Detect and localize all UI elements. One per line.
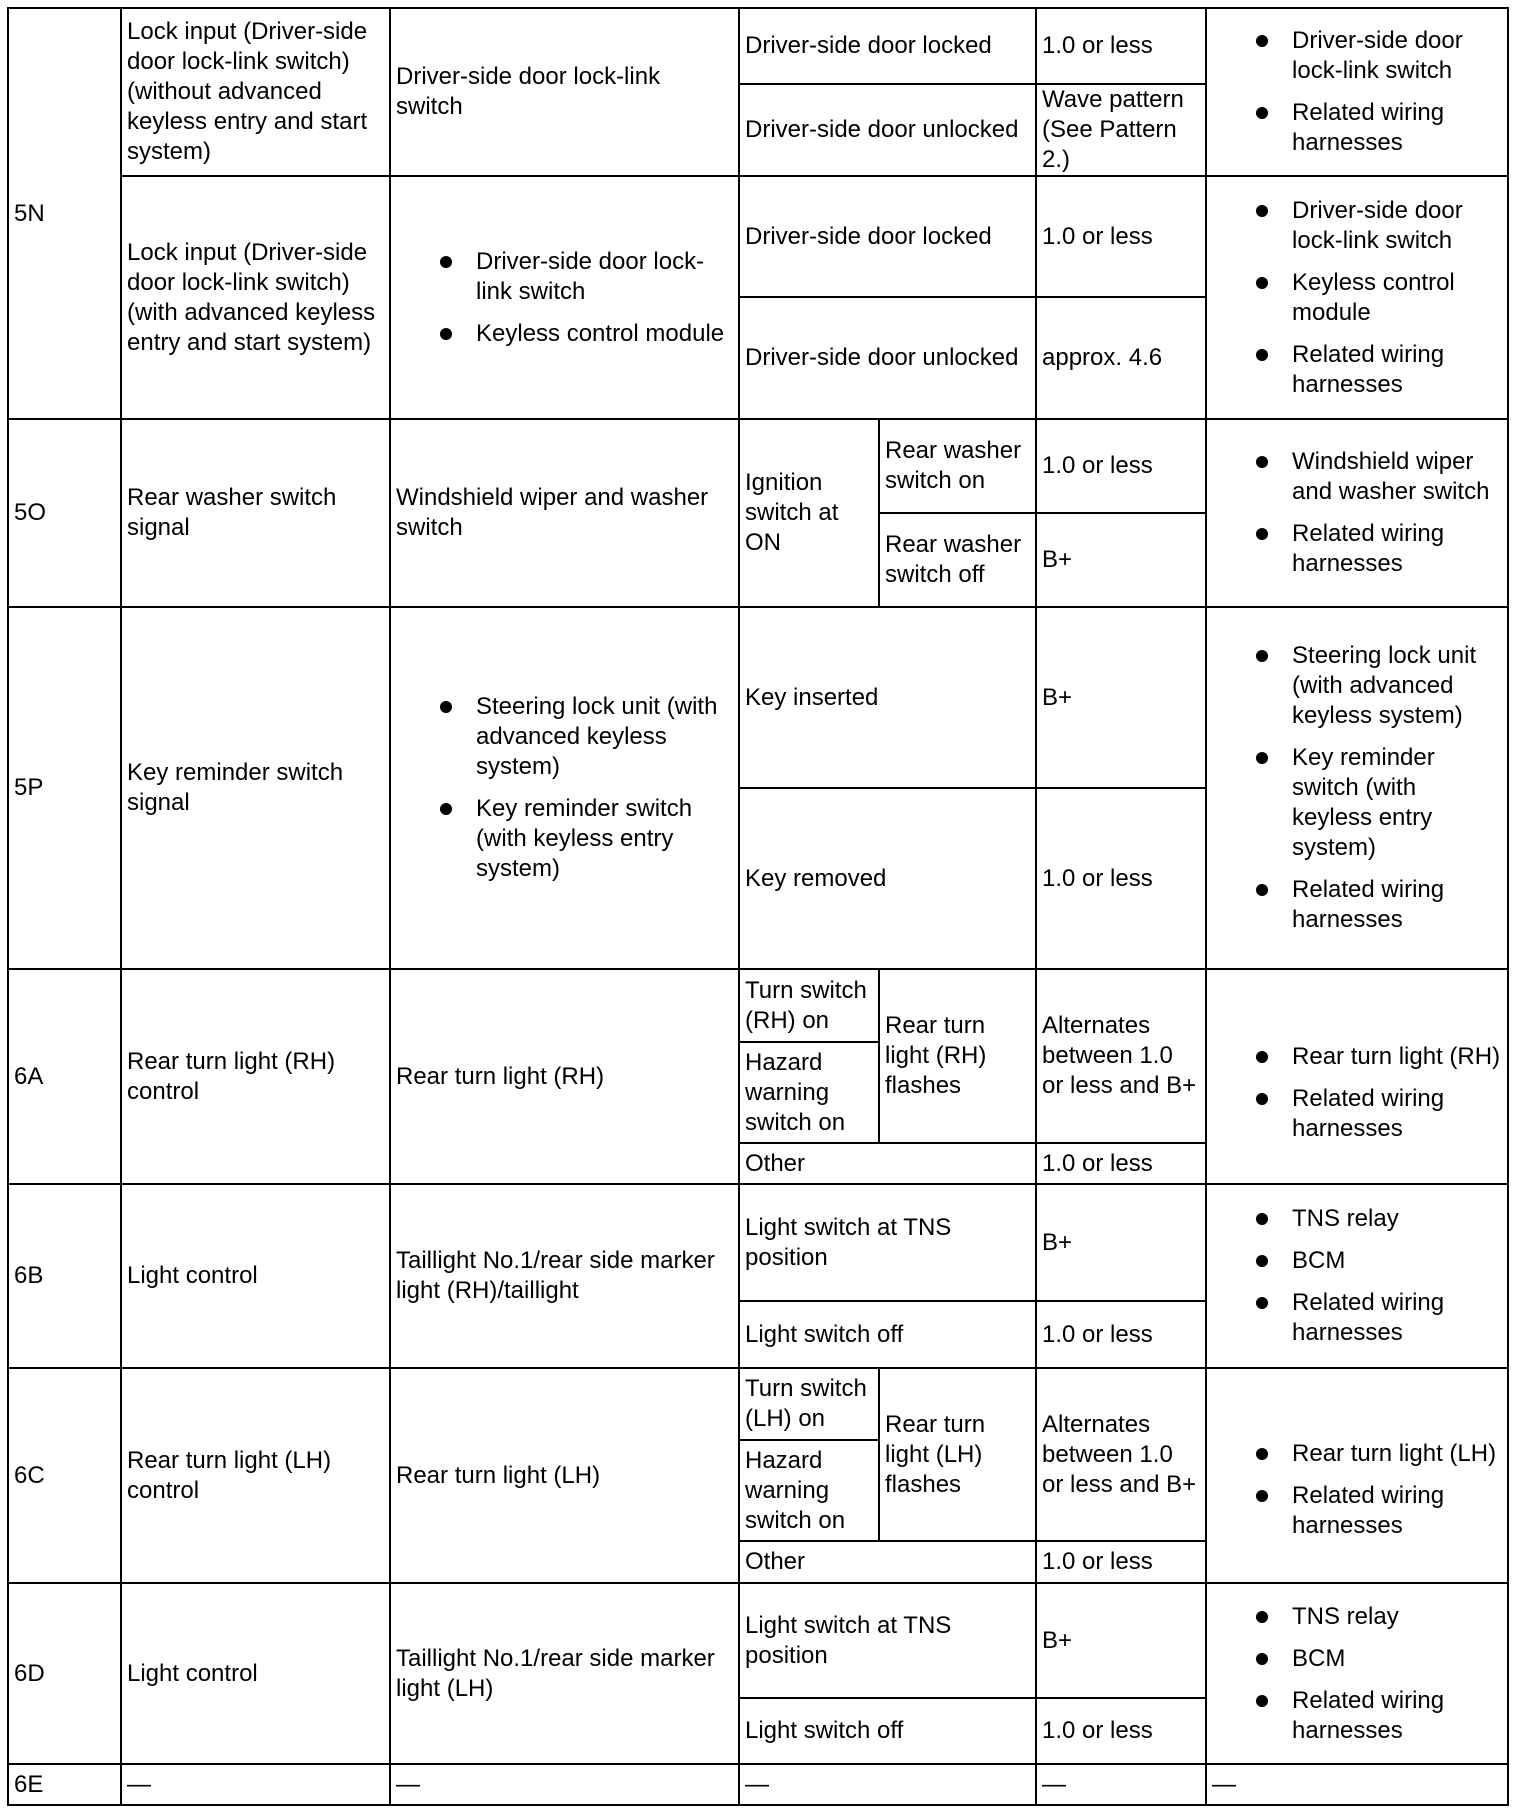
list-item: Steering lock unit (with advanced keyless system): [396, 692, 733, 782]
inspection-cell: [1206, 969, 1508, 1184]
table-row: [8, 1764, 1508, 1805]
list-item: Windshield wiper and washer switch: [1212, 447, 1502, 507]
inspection-cell: [1206, 419, 1508, 607]
inspection-cell: [1206, 607, 1508, 969]
inspection-cell: [1206, 8, 1508, 176]
condition-cell: Driver-side door unlocked: [739, 84, 1036, 176]
connected-to-cell: Taillight No.1/rear side marker light (LH): [390, 1583, 739, 1764]
voltage-cell: 1.0 or less: [1036, 419, 1206, 513]
table-row: [8, 1184, 1508, 1301]
list-item: Related wiring harnesses: [1212, 1288, 1502, 1348]
voltage-cell: 1.0 or less: [1036, 8, 1206, 84]
voltage-cell: Alternates between 1.0 or less and B+: [1036, 969, 1206, 1143]
voltage-cell: 1.0 or less: [1036, 1698, 1206, 1764]
table-row: [8, 419, 1508, 513]
list-item: Steering lock unit (with advanced keyless system): [1212, 641, 1502, 731]
condition-cell: Driver-side door unlocked: [739, 297, 1036, 419]
voltage-cell: 1.0 or less: [1036, 1301, 1206, 1368]
table-row: [8, 969, 1508, 1042]
inspection-cell: [1206, 176, 1508, 419]
condition-cell: Light switch at TNS position: [739, 1184, 1036, 1301]
condition-cell: —: [739, 1764, 1036, 1805]
condition-cell: Driver-side door locked: [739, 8, 1036, 84]
terminal-cell: 5N: [8, 8, 121, 419]
list-item: TNS relay: [1212, 1602, 1502, 1632]
list-item: BCM: [1212, 1644, 1502, 1674]
voltage-cell: B+: [1036, 1583, 1206, 1698]
connected-to-cell: Windshield wiper and washer switch: [390, 419, 739, 607]
description-cell: Light control: [121, 1184, 390, 1368]
list-item: Keyless control module: [396, 319, 733, 349]
condition-cell: Other: [739, 1143, 1036, 1184]
voltage-cell: B+: [1036, 607, 1206, 788]
list-item: Related wiring harnesses: [1212, 340, 1502, 400]
connected-to-cell: —: [390, 1764, 739, 1805]
list-item: Related wiring harnesses: [1212, 1686, 1502, 1746]
condition-cell: Light switch off: [739, 1301, 1036, 1368]
list-item: Driver-side door lock-link switch: [396, 247, 733, 307]
table-row: [8, 607, 1508, 788]
list-item: Rear turn light (RH): [1212, 1042, 1502, 1072]
terminal-cell: 6D: [8, 1583, 121, 1764]
voltage-cell: 1.0 or less: [1036, 1541, 1206, 1583]
sub-condition-cell: Rear turn light (LH) flashes: [879, 1368, 1036, 1541]
table-row: [8, 8, 1508, 84]
voltage-cell: B+: [1036, 513, 1206, 607]
description-cell: Rear turn light (RH) control: [121, 969, 390, 1184]
terminal-cell: 6E: [8, 1764, 121, 1805]
list-item: Related wiring harnesses: [1212, 875, 1502, 935]
list-item: Key reminder switch (with keyless entry system): [396, 794, 733, 884]
inspection-cell: —: [1206, 1764, 1508, 1805]
condition-cell: Driver-side door locked: [739, 176, 1036, 297]
terminal-cell: 6B: [8, 1184, 121, 1368]
condition-cell: Turn switch (RH) on: [739, 969, 879, 1042]
table-row: [8, 1583, 1508, 1698]
voltage-cell: approx. 4.6: [1036, 297, 1206, 419]
voltage-cell: Alternates between 1.0 or less and B+: [1036, 1368, 1206, 1541]
list-item: Key reminder switch (with keyless entry system): [1212, 743, 1502, 863]
connected-to-cell: Rear turn light (LH): [390, 1368, 739, 1583]
connected-to-cell: Driver-side door lock-link switch: [390, 8, 739, 176]
inspection-cell: [1206, 1184, 1508, 1368]
condition-cell: Rear washer switch on: [879, 419, 1036, 513]
voltage-cell: —: [1036, 1764, 1206, 1805]
list-item: BCM: [1212, 1246, 1502, 1276]
condition-group-cell: Ignition switch at ON: [739, 419, 879, 607]
description-cell: —: [121, 1764, 390, 1805]
list-item: Related wiring harnesses: [1212, 1084, 1502, 1144]
condition-cell: Turn switch (LH) on: [739, 1368, 879, 1440]
voltage-cell: 1.0 or less: [1036, 788, 1206, 969]
terminal-cell: 6C: [8, 1368, 121, 1583]
condition-cell: Hazard warning switch on: [739, 1440, 879, 1541]
table-row: [8, 176, 1508, 297]
sub-condition-cell: Rear turn light (RH) flashes: [879, 969, 1036, 1143]
connected-to-cell: [390, 607, 739, 969]
terminal-cell: 5P: [8, 607, 121, 969]
description-cell: Rear washer switch signal: [121, 419, 390, 607]
description-cell: Key reminder switch signal: [121, 607, 390, 969]
voltage-cell: Wave pattern (See Pattern 2.): [1036, 84, 1206, 176]
list-item: Driver-side door lock-link switch: [1212, 196, 1502, 256]
description-cell: Lock input (Driver-side door lock-link switch) (with advanced keyless entry and start system): [121, 176, 390, 419]
terminal-spec-table: [7, 7, 1509, 1806]
connected-to-cell: [390, 176, 739, 419]
list-item: Driver-side door lock-link switch: [1212, 26, 1502, 86]
connected-to-cell: Taillight No.1/rear side marker light (RH)/taillight: [390, 1184, 739, 1368]
description-cell: Light control: [121, 1583, 390, 1764]
list-item: Related wiring harnesses: [1212, 98, 1502, 158]
connected-to-cell: Rear turn light (RH): [390, 969, 739, 1184]
condition-cell: Light switch off: [739, 1698, 1036, 1764]
inspection-cell: [1206, 1368, 1508, 1583]
table-row: [8, 1368, 1508, 1440]
voltage-cell: 1.0 or less: [1036, 176, 1206, 297]
voltage-cell: B+: [1036, 1184, 1206, 1301]
list-item: Related wiring harnesses: [1212, 519, 1502, 579]
condition-cell: Key inserted: [739, 607, 1036, 788]
list-item: Rear turn light (LH): [1212, 1439, 1502, 1469]
inspection-cell: [1206, 1583, 1508, 1764]
condition-cell: Light switch at TNS position: [739, 1583, 1036, 1698]
condition-cell: Other: [739, 1541, 1036, 1583]
description-cell: Rear turn light (LH) control: [121, 1368, 390, 1583]
condition-cell: Key removed: [739, 788, 1036, 969]
condition-cell: Hazard warning switch on: [739, 1042, 879, 1143]
description-cell: Lock input (Driver-side door lock-link switch) (without advanced keyless entry and start system): [121, 8, 390, 176]
terminal-cell: 6A: [8, 969, 121, 1184]
list-item: Keyless control module: [1212, 268, 1502, 328]
list-item: Related wiring harnesses: [1212, 1481, 1502, 1541]
list-item: TNS relay: [1212, 1204, 1502, 1234]
voltage-cell: 1.0 or less: [1036, 1143, 1206, 1184]
condition-cell: Rear washer switch off: [879, 513, 1036, 607]
terminal-cell: 5O: [8, 419, 121, 607]
